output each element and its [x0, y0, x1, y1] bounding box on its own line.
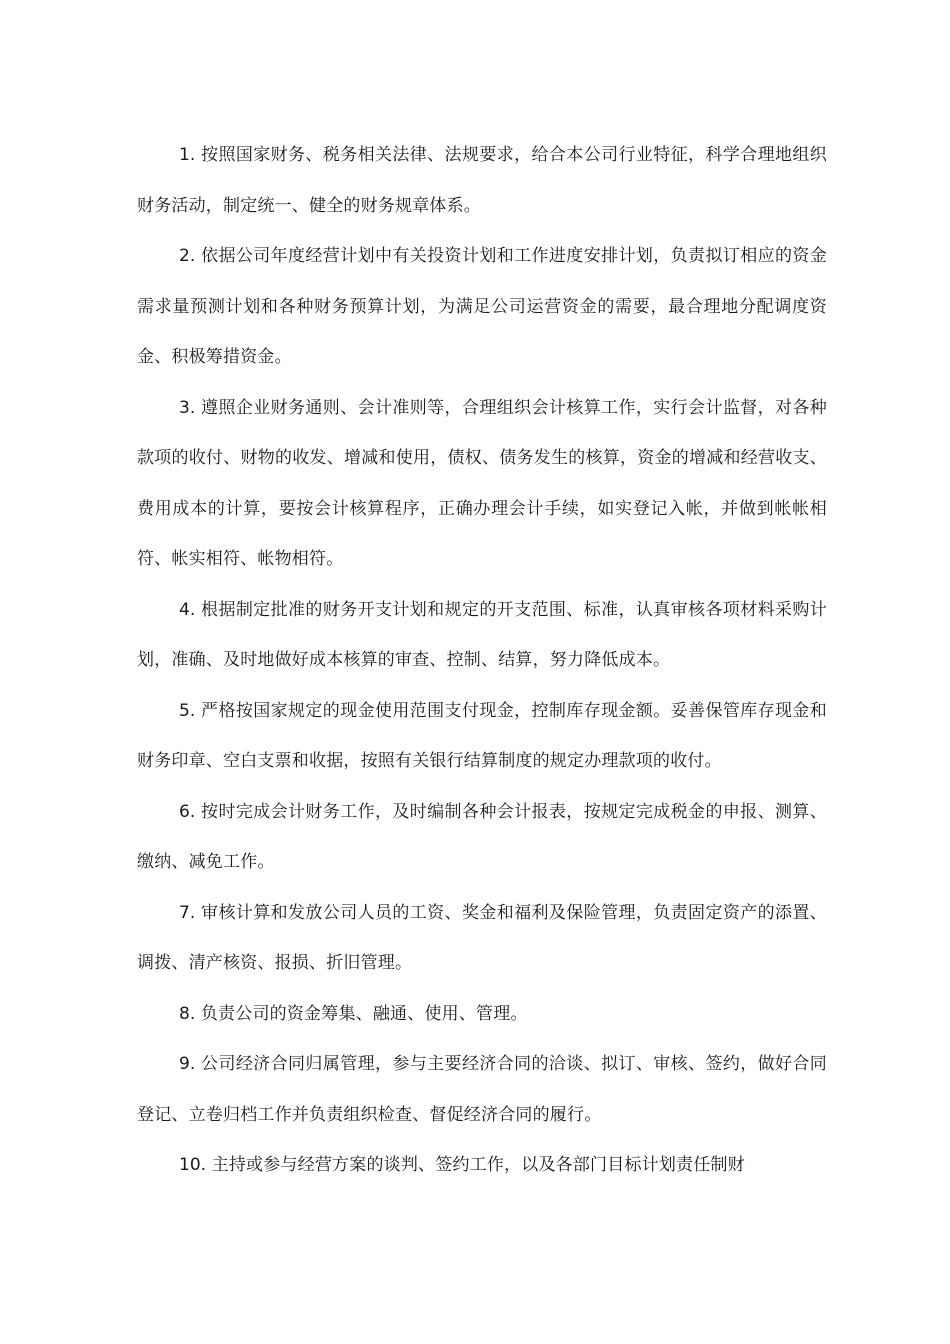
list-item-4 [137, 585, 827, 686]
item-number: 3. [179, 397, 196, 418]
list-item-9 [137, 1039, 827, 1140]
item-number: 1. [179, 145, 196, 165]
item-number: 2. [179, 246, 196, 266]
list-item-5 [137, 686, 827, 787]
item-text: 按照国家财务、税务相关法律、法规要求，给合本公司行业特征，科学合理地组织财务活动，制定统一、健全的财务规章体系。 [137, 145, 828, 216]
item-number: 6. [179, 801, 196, 822]
item-text: 根据制定批准的财务开支计划和规定的开支范围、标准，认真审核各项材料采购计划，准确、及时地做好成本核算的审查、控制、结算，努力降低成本。 [137, 599, 828, 670]
item-number: 10. [179, 1155, 207, 1175]
item-text: 主持或参与经营方案的谈判、签约工作，以及各部门目标计划责任制财 [211, 1155, 745, 1175]
item-text: 按时完成会计财务工作，及时编制各种会计报表，按规定完成税金的申报、测算、缴纳、减免工作。 [137, 801, 828, 872]
list-item-10 [137, 1140, 827, 1191]
item-text: 公司经济合同归属管理，参与主要经济合同的洽谈、拟订、审核、签约，做好合同登记、立卷归档工作并负责组织检查、督促经济合同的履行。 [137, 1054, 828, 1125]
document-body [137, 130, 827, 1191]
item-text: 依据公司年度经营计划中有关投资计划和工作进度安排计划，负责拟订相应的资金需求量预测计划和各种财务预算计划，为满足公司运营资金的需要，最合理地分配调度资金、积极筹措资金。 [137, 246, 828, 367]
item-number: 9. [179, 1054, 196, 1074]
list-item-8 [137, 989, 827, 1040]
list-item-6 [137, 787, 827, 888]
item-number: 8. [179, 1003, 196, 1024]
item-text: 负责公司的资金筹集、融通、使用、管理。 [200, 1003, 528, 1024]
item-text: 遵照企业财务通则、会计准则等，合理组织会计核算工作，实行会计监督，对各种款项的收付、财物的收发、增减和使用，债权、债务发生的核算，资金的增减和经营收支、费用成本的计算，要按会计核算程序，正确办理会计手续，如实登记入帐，并做到帐帐相符、帐实相符、帐物相符。 [137, 397, 828, 569]
item-number: 4. [179, 599, 196, 620]
item-number: 7. [179, 902, 196, 923]
list-item-7 [137, 888, 827, 989]
list-item-1 [137, 130, 827, 231]
list-item-2 [137, 231, 827, 383]
item-text: 严格按国家规定的现金使用范围支付现金，控制库存现金额。妥善保管库存现金和财务印章、空白支票和收据，按照有关银行结算制度的规定办理款项的收付。 [137, 700, 828, 771]
item-number: 5. [179, 700, 196, 721]
list-item-3 [137, 383, 827, 585]
item-text: 审核计算和发放公司人员的工资、奖金和福利及保险管理，负责固定资产的添置、调拨、清产核资、报损、折旧管理。 [137, 902, 828, 973]
